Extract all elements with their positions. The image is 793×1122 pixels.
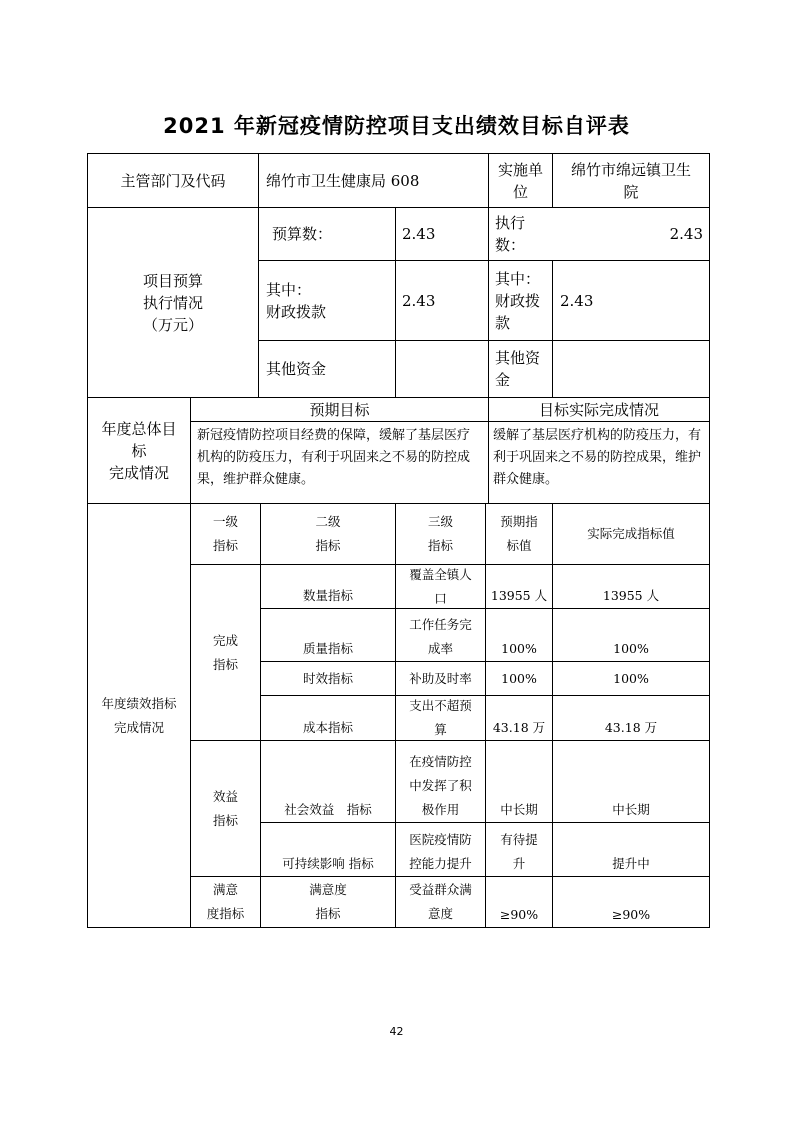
fiscal-value-right: 2.43 (560, 291, 594, 310)
exec-value: 2.43 (669, 225, 703, 243)
table-row-4-level2: 社会效益 指标 (284, 802, 372, 817)
actual-goal-header: 目标实际完成情况 (538, 400, 659, 419)
table-row-0-actual: 13955 人 (602, 588, 660, 603)
other-funds-value-right (560, 341, 709, 397)
budget-value: 2.43 (402, 225, 436, 243)
header-level3: 三级 指标 (427, 514, 453, 553)
table-row-2-actual: 100% (613, 670, 649, 686)
table-row-6-expected: ≥90% (499, 907, 539, 922)
table-row-6-actual: ≥90% (611, 907, 651, 922)
header-level2: 二级 指标 (315, 514, 341, 553)
impl-unit-label: 实施单 位 (497, 160, 543, 201)
fiscal-value-left: 2.43 (402, 291, 436, 310)
group-satisfaction-label: 满意 度指标 (206, 882, 245, 921)
impl-unit-value: 绵竹市绵远镇卫生 院 (570, 160, 691, 201)
table-row-1-expected: 100% (501, 641, 537, 656)
table-row-3-expected: 43.18 万 (492, 720, 546, 735)
table-row-0-expected: 13955 人 (490, 588, 548, 603)
dept-value: 绵竹市卫生健康局 608 (266, 171, 420, 190)
table-row-1-level3: 工作任务完 成率 (409, 617, 472, 656)
header-actual: 实际完成指标值 (587, 526, 675, 541)
table-row-2-level2: 时效指标 (302, 670, 353, 686)
budget-section-label: 项目预算 执行情况 （万元） (142, 271, 203, 334)
dept-label: 主管部门及代码 (120, 171, 226, 190)
table-row-5-expected: 有待提 升 (500, 832, 538, 871)
fiscal-label-right: 其中： 财政拨 款 (495, 269, 541, 332)
table-row-4-actual: 中长期 (612, 802, 650, 817)
page-number: 42 (389, 1025, 404, 1038)
group-completion-label: 完成 指标 (212, 632, 238, 672)
table-row-2-expected: 100% (501, 670, 537, 686)
table-row-0-level2: 数量指标 (302, 588, 353, 603)
annual-goal-label: 年度总体目 标 完成情况 (101, 419, 177, 482)
table-row-3-actual: 43.18 万 (604, 720, 658, 735)
table-row-5-level3: 医院疫情防 控能力提升 (409, 832, 472, 871)
table-row-1-level2: 质量指标 (302, 641, 353, 656)
header-level1: 一级 指标 (212, 514, 238, 553)
fiscal-label-left: 其中： 财政拨款 (266, 280, 327, 321)
expected-goal-header: 预期目标 (309, 400, 370, 419)
group-benefit-label: 效益 指标 (212, 788, 238, 828)
page-title: 2021 年新冠疫情防控项目支出绩效目标自评表 (163, 114, 630, 138)
table-row-1-actual: 100% (613, 641, 649, 656)
table-row-4-expected: 中长期 (500, 802, 538, 817)
table-row-0-level3: 覆盖全镇人 口 (409, 566, 472, 606)
table-row-4-level3: 在疫情防控 中发挥了积 极作用 (409, 754, 472, 817)
table-row-5-level2: 可持续影响 指标 (282, 856, 374, 871)
table-row-2-level3: 补助及时率 (409, 670, 472, 686)
expected-goal-text: 新冠疫情防控项目经费的保障，缓解了基层医疗 机构的防疫压力，有利于巩固来之不易的防控成 果，维护群众健康。 (197, 428, 471, 487)
header-expected: 预期指 标值 (500, 514, 538, 553)
table-row-5-actual: 提升中 (612, 856, 650, 871)
table-row-6-level3: 受益群众满 意度 (409, 882, 472, 921)
table-row-3-level3: 支出不超预 算 (409, 698, 472, 737)
other-funds-label-right: 其他资 金 (495, 349, 541, 389)
other-funds-value-left (402, 341, 488, 397)
table-row-6-level2: 满意度 指标 (309, 882, 347, 921)
table-row-3-level2: 成本指标 (302, 720, 353, 735)
budget-label: 预算数： (272, 225, 333, 243)
actual-goal-text: 缓解了基层医疗机构的防疫压力，有 利于巩固来之不易的防控成果，维护 群众健康。 (493, 428, 702, 487)
performance-section-label: 年度绩效指标 完成情况 (101, 695, 177, 735)
exec-label: 执行 数： (495, 214, 526, 254)
other-funds-label-left: 其他资金 (266, 360, 327, 378)
